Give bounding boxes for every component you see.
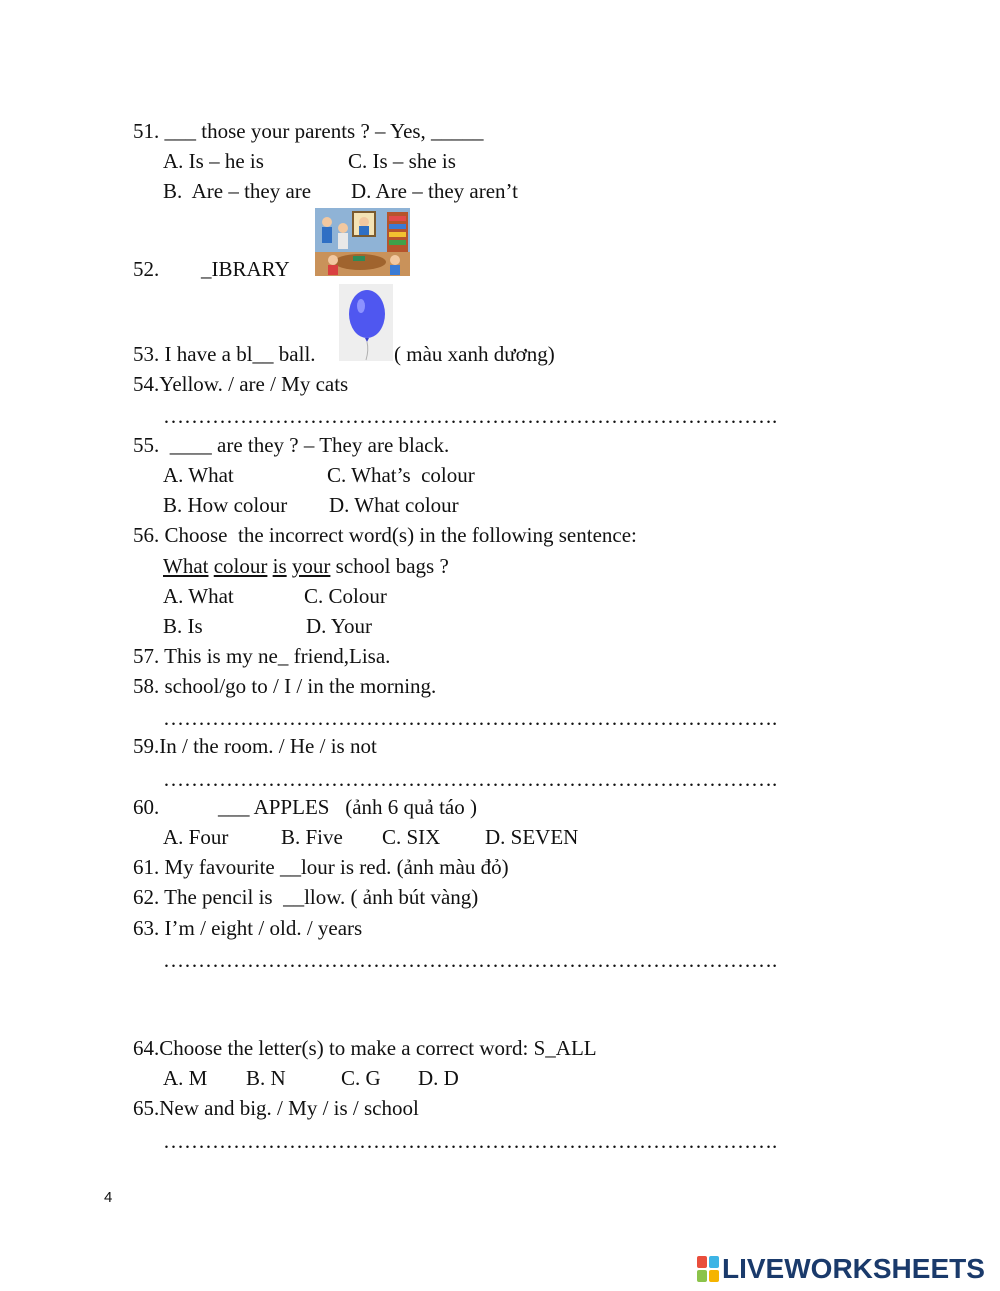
q64-option-a[interactable]: A. M <box>163 1066 208 1090</box>
q51-option-c[interactable]: C. Is – she is <box>348 149 456 173</box>
q60-number: 60. <box>133 795 160 819</box>
q55-option-a[interactable]: A. What <box>163 463 234 487</box>
q55-option-b[interactable]: B. How colour <box>163 493 288 517</box>
q56-sentence-rest: school bags ? <box>330 554 449 578</box>
q56-option-b[interactable]: B. Is <box>163 614 203 638</box>
balloon-illustration <box>339 284 393 361</box>
q56-sentence <box>163 553 449 579</box>
q59-answer-line[interactable]: ……………………………………………………………………………. <box>163 767 778 791</box>
q55-stem: 55. ____ are they ? – They are black. <box>133 433 450 457</box>
q56-word-is: is <box>272 554 287 578</box>
q54-answer-line[interactable]: ……………………………………………………………………………. <box>163 404 778 428</box>
q56-word-colour: colour <box>213 554 268 578</box>
q53-hint: ( màu xanh dương) <box>394 342 555 366</box>
q51-stem: 51. ___ those your parents ? – Yes, _____ <box>133 119 484 143</box>
q58-stem: 58. school/go to / I / in the morning. <box>133 674 437 698</box>
q64-option-c[interactable]: C. G <box>341 1066 381 1090</box>
q63-answer-line[interactable]: ……………………………………………………………………………. <box>163 948 778 972</box>
q53-stem: 53. I have a bl__ ball. <box>133 342 316 366</box>
q60-stem: ___ APPLES (ảnh 6 quả táo ) <box>218 795 477 819</box>
q55-option-d[interactable]: D. What colour <box>329 493 459 517</box>
q60-option-b[interactable]: B. Five <box>281 825 343 849</box>
q60-option-a[interactable]: A. Four <box>163 825 229 849</box>
liveworksheets-logo-icon <box>697 1256 719 1282</box>
q56-word-what: What <box>163 554 209 578</box>
q64-option-d[interactable]: D. D <box>418 1066 459 1090</box>
q54-stem: 54.Yellow. / are / My cats <box>133 372 349 396</box>
q64-option-b[interactable]: B. N <box>246 1066 286 1090</box>
q56-option-c[interactable]: C. Colour <box>304 584 387 608</box>
liveworksheets-logo[interactable] <box>697 1252 985 1286</box>
q51-option-b[interactable]: B. Are – they are <box>163 179 312 203</box>
q65-answer-line[interactable]: ……………………………………………………………………………. <box>163 1129 778 1153</box>
q57-stem: 57. This is my ne_ friend,Lisa. <box>133 644 391 668</box>
q58-answer-line[interactable]: ……………………………………………………………………………. <box>163 706 778 730</box>
q56-option-a[interactable]: A. What <box>163 584 234 608</box>
q60-option-d[interactable]: D. SEVEN <box>485 825 579 849</box>
q56-option-d[interactable]: D. Your <box>306 614 372 638</box>
q51-option-a[interactable]: A. Is – he is <box>163 149 264 173</box>
q59-stem: 59.In / the room. / He / is not <box>133 734 377 758</box>
q60-option-c[interactable]: C. SIX <box>382 825 441 849</box>
q51-option-d[interactable]: D. Are – they aren’t <box>351 179 518 203</box>
q56-word-your: your <box>291 554 331 578</box>
q56-stem: 56. Choose the incorrect word(s) in the following sentence: <box>133 523 637 547</box>
q52-word[interactable]: _IBRARY <box>201 257 290 281</box>
q63-stem: 63. I’m / eight / old. / years <box>133 916 363 940</box>
liveworksheets-logo-text: LIVEWORKSHEETS <box>722 1253 985 1284</box>
q64-stem: 64.Choose the letter(s) to make a correct word: S_ALL <box>133 1036 597 1060</box>
q61-stem: 61. My favourite __lour is red. (ảnh màu đỏ) <box>133 855 509 879</box>
library-illustration <box>315 208 410 276</box>
q55-option-c[interactable]: C. What’s colour <box>327 463 475 487</box>
q65-stem: 65.New and big. / My / is / school <box>133 1096 419 1120</box>
page-number: 4 <box>104 1189 113 1206</box>
q62-stem: 62. The pencil is __llow. ( ảnh bút vàng) <box>133 885 479 909</box>
q52-number: 52. <box>133 257 160 281</box>
